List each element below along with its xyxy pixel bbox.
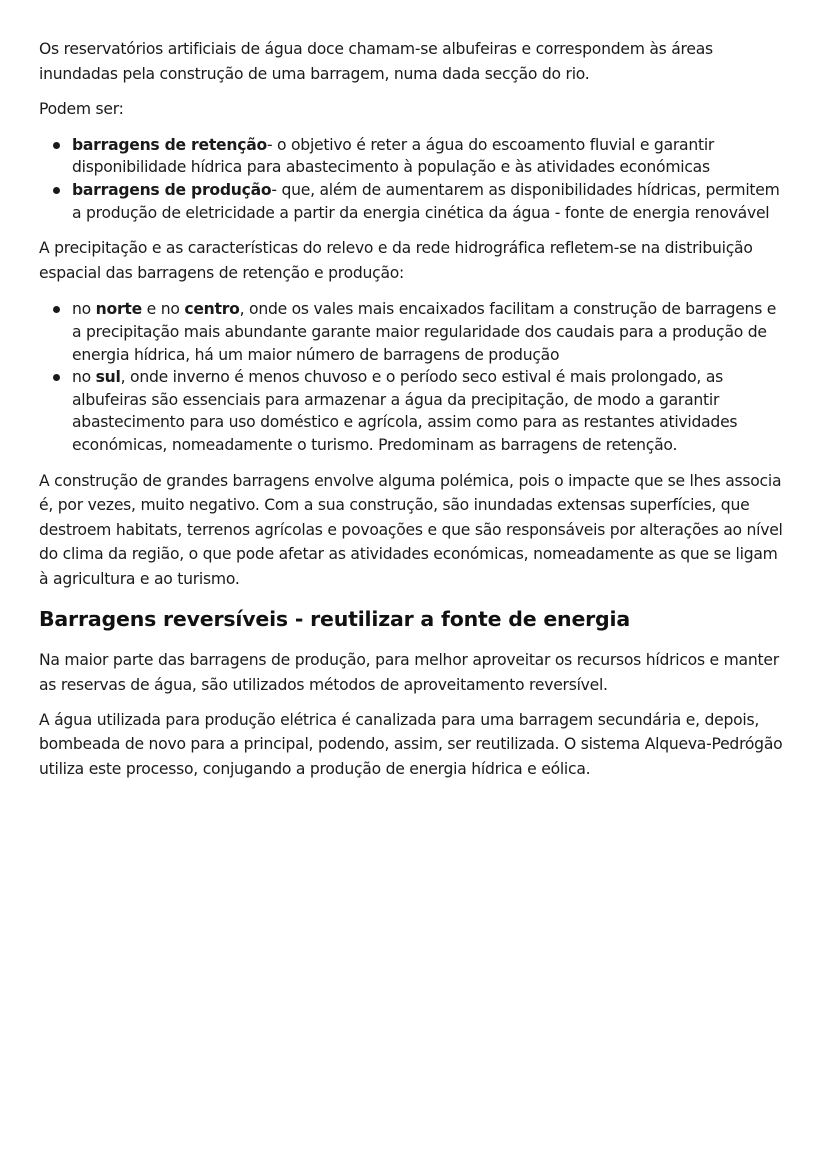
term-retention: barragens de retenção [72,135,267,154]
controversy-paragraph: A construção de grandes barragens envolve alguma polémica, pois o impacte que se lhes associa é, por vezes, muito negativo. Com a sua construção, são inundadas extensas superfícies, que destroem habitats, terrenos agrícolas e povoações e que são responsáveis por alterações ao nível do clima da região, o que pode afetar as atividades económicas, nomeadamente as que se ligam à agricultura e ao turismo. [39,471,783,588]
region-south: sul [95,368,121,387]
types-lead-in: Podem ser: [39,100,124,119]
reversible-paragraph-2: A água utilizada para produção elétrica é canalizada para uma barragem secundária e, depois, bombeada de novo para a principal, podendo, assim, ser reutilizada. O sistema Alqueva-Pedrógão utiliza este processo, conjugando a produção de energia hídrica e eólica. [39,710,783,778]
list-item-production [72,179,788,224]
list-item-retention [72,134,788,179]
list-item-south: no sul, onde inverno é menos chuvoso e o período seco estival é mais prolongado, as albufeiras são essenciais para armazenar a água da precipitação, de modo a garantir abastecimento para uso doméstico e agrícola, assim como para as restantes atividades económicas, nomeadamente o turismo. Predominam as barragens de retenção. [72,366,788,456]
definition-retention: - o objetivo é reter a água do escoamento fluvial e garantir disponibilidade hídrica para abastecimento à população e às atividades económicas [72,135,715,177]
intro-paragraph: Os reservatórios artificiais de água doce chamam-se albufeiras e correspondem às áreas inundadas pela construção de uma barragem, numa dada secção do rio. [39,40,713,83]
dam-types-list [39,134,788,224]
distribution-list [39,298,788,456]
term-production: barragens de produção [72,180,272,199]
list-item-north-center: no norte e no centro, onde os vales mais encaixados facilitam a construção de barragens e a precipitação mais abundante garante maior regularidade dos caudais para a produção de energia hídrica, há um maior número de barragens de produção [72,298,788,366]
section-heading: Barragens reversíveis - reutilizar a fonte de energia [39,607,630,632]
region-center: centro [184,300,240,319]
definition-production: - que, além de aumentarem as disponibilidades hídricas, permitem a produção de eletricidade a partir da energia cinética da água - fonte de energia renovável [72,180,780,222]
reversible-paragraph-1: Na maior parte das barragens de produção, para melhor aproveitar os recursos hídricos e manter as reservas de água, são utilizados métodos de aproveitamento reversível. [39,651,779,695]
region-north: norte [95,300,142,319]
distribution-paragraph: A precipitação e as características do relevo e da rede hidrográfica refletem-se na distribuição espacial das barragens de retenção e produção: [39,239,753,282]
